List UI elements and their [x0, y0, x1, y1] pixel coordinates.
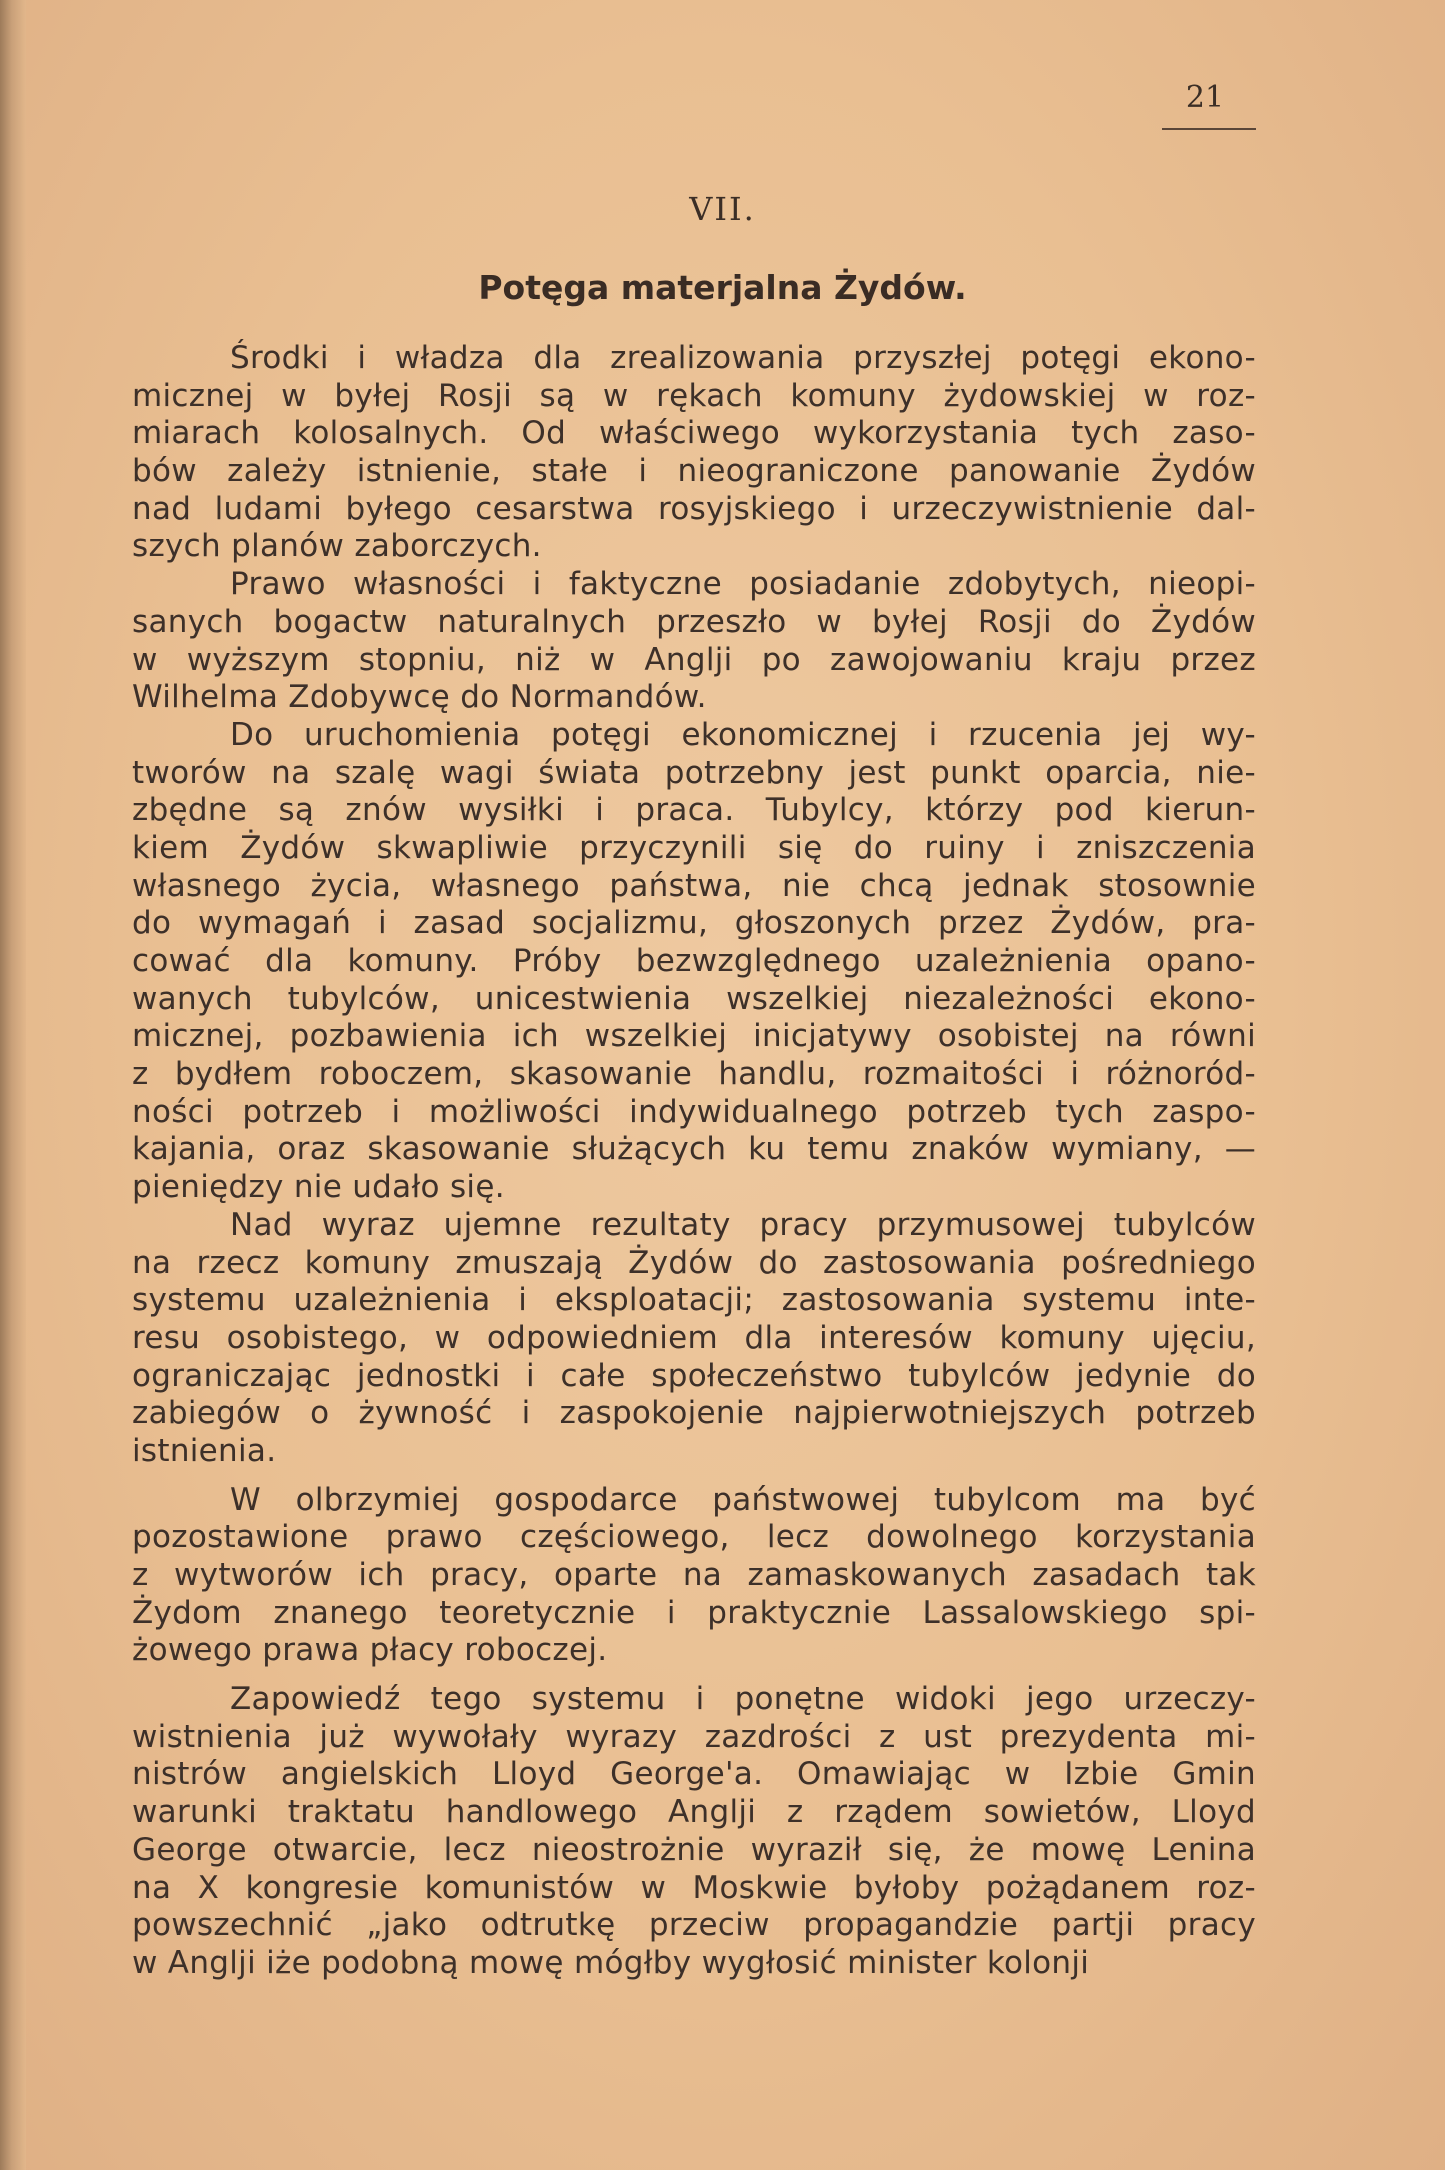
- paragraph-gap: [132, 1471, 1256, 1482]
- text-line: micznej w byłej Rosji są w rękach komuny żydowskiej w roz-: [132, 377, 1256, 414]
- text-line: systemu uzależnienia i eksploatacji; zastosowania systemu inte-: [132, 1282, 1256, 1319]
- paragraph: [132, 1681, 1256, 1983]
- text-line: kajania, oraz skasowanie służących ku temu znaków wymiany, —: [132, 1131, 1256, 1168]
- chapter-number: VII.: [689, 190, 756, 228]
- page-spine-shadow: [0, 0, 26, 2170]
- text-line: ograniczając jednostki i całe społeczeństwo tubylców jedynie do: [132, 1357, 1256, 1394]
- text-line: żowego prawa płacy roboczej.: [132, 1632, 608, 1669]
- page-number: 21: [1185, 80, 1225, 115]
- text-line: W olbrzymiej gospodarce państwowej tubylcom ma być: [230, 1481, 1256, 1518]
- text-line: zabiegów o żywność i zaspokojenie najpierwotniejszych potrzeb: [132, 1395, 1256, 1432]
- text-line: w Anglji iże podobną mowę mógłby wygłosić minister kolonji: [132, 1944, 1090, 1981]
- text-line: Prawo własności i faktyczne posiadanie zdobytych, nieopi-: [230, 566, 1256, 603]
- text-line: do wymagań i zasad socjalizmu, głoszonych przez Żydów, pra-: [132, 905, 1256, 942]
- text-line: warunki traktatu handlowego Anglji z rządem sowietów, Lloyd: [132, 1794, 1256, 1831]
- text-line: cować dla komuny. Próby bezwzględnego uzależnienia opano-: [132, 943, 1256, 979]
- text-line: micznej, pozbawienia ich wszelkiej inicjatywy osobistej na równi: [132, 1018, 1256, 1055]
- paragraph: [132, 1207, 1256, 1471]
- text-line: na X kongresie komunistów w Moskwie byłoby pożądanem roz-: [132, 1869, 1256, 1906]
- text-line: wanych tubylców, unicestwienia wszelkiej niezależności ekono-: [132, 980, 1256, 1017]
- text-line: Żydom znanego teoretycznie i praktycznie Lassalowskiego spi-: [132, 1594, 1256, 1631]
- text-line: Zapowiedź tego systemu i ponętne widoki jego urzeczy-: [230, 1681, 1256, 1718]
- text-line: zbędne są znów wysiłki i praca. Tubylcy, którzy pod kierun-: [132, 792, 1256, 829]
- text-line: bów zależy istnienie, stałe i nieograniczone panowanie Żydów: [132, 453, 1256, 490]
- text-line: w wyższym stopniu, niż w Anglji po zawojowaniu kraju przez: [132, 641, 1256, 678]
- text-line: resu osobistego, w odpowiedniem dla interesów komuny ujęciu,: [132, 1319, 1256, 1356]
- paragraph: [132, 340, 1256, 566]
- text-line: pozostawione prawo częściowego, lecz dowolnego korzystania: [132, 1519, 1256, 1556]
- chapter-title: Potęga materjalna Żydów.: [478, 268, 967, 307]
- text-line: z bydłem roboczem, skasowanie handlu, rozmaitości i różnoród-: [132, 1056, 1256, 1093]
- text-line: nistrów angielskich Lloyd George'a. Omawiając w Izbie Gmin: [132, 1756, 1256, 1793]
- text-line: kiem Żydów skwapliwie przyczynili się do ruiny i zniszczenia: [132, 829, 1256, 866]
- text-line: sanych bogactw naturalnych przeszło w byłej Rosji do Żydów: [132, 603, 1256, 640]
- text-line: z wytworów ich pracy, oparte na zamaskowanych zasadach tak: [132, 1557, 1256, 1593]
- text-line: tworów na szalę wagi świata potrzebny jest punkt oparcia, nie-: [132, 754, 1256, 791]
- text-line: miarach kolosalnych. Od właściwego wykorzystania tych zaso-: [132, 415, 1256, 452]
- text-line: istnienia.: [132, 1432, 277, 1469]
- text-line: szych planów zaborczych.: [132, 528, 542, 565]
- text-line: pieniędzy nie udało się.: [132, 1169, 505, 1206]
- text-line: George otwarcie, lecz nieostrożnie wyraził się, że mowę Lenina: [132, 1831, 1256, 1868]
- paragraph-gap: [132, 1670, 1256, 1681]
- text-line: Nad wyraz ujemne rezultaty pracy przymusowej tubylców: [230, 1206, 1256, 1243]
- paragraph: [132, 1482, 1256, 1670]
- paragraph: [132, 566, 1256, 717]
- text-line: własnego życia, własnego państwa, nie chcą jednak stosownie: [132, 867, 1256, 904]
- paragraph: [132, 717, 1256, 1207]
- text-line: na rzecz komuny zmuszają Żydów do zastosowania pośredniego: [132, 1244, 1256, 1281]
- page-number-rule: [1162, 128, 1256, 130]
- text-line: ności potrzeb i możliwości indywidualnego potrzeb tych zaspo-: [132, 1093, 1256, 1130]
- text-line: Do uruchomienia potęgi ekonomicznej i rzucenia jej wy-: [230, 716, 1256, 753]
- text-line: wistnienia już wywołały wyrazy zazdrości z ust prezydenta mi-: [132, 1718, 1256, 1755]
- text-line: nad ludami byłego cesarstwa rosyjskiego i urzeczywistnienie dal-: [132, 490, 1256, 527]
- body-text: [132, 340, 1256, 1983]
- text-line: Wilhelma Zdobywcę do Normandów.: [132, 679, 707, 716]
- text-line: powszechnić „jako odtrutkę przeciw propagandzie partji pracy: [132, 1907, 1256, 1944]
- text-line: Środki i władza dla zrealizowania przyszłej potęgi ekono-: [230, 340, 1256, 376]
